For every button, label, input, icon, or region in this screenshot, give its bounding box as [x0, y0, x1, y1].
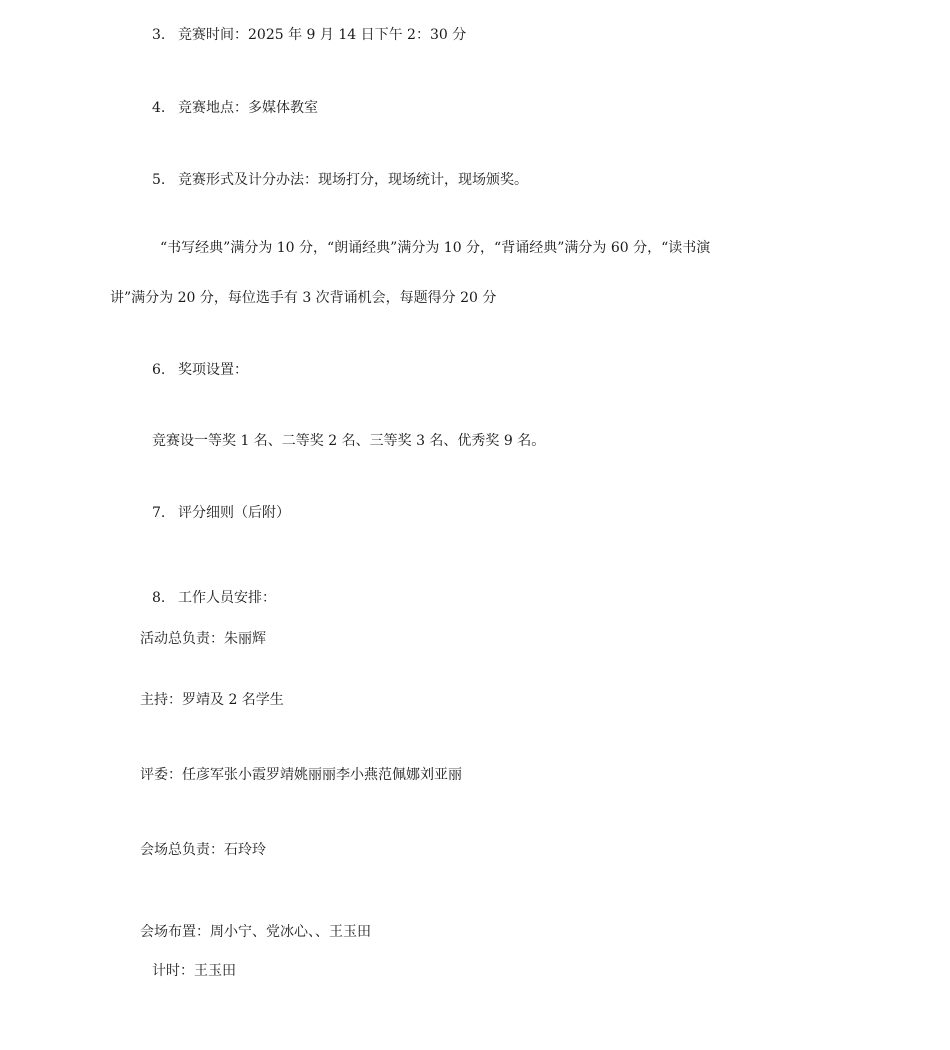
item-number: 5. — [152, 172, 166, 188]
item-text: 奖项设置： — [178, 362, 248, 378]
item-7 — [152, 503, 290, 523]
scoring-paragraph-line-1: “书写经典”满分为 10 分，“朗诵经典”满分为 10 分，“背诵经典”满分为 60 分，“读书演 — [160, 240, 711, 256]
item-text: 工作人员安排： — [178, 590, 276, 606]
item-8 — [152, 588, 276, 608]
item-text: 评分细则（后附） — [178, 505, 290, 521]
staff-venue-lead: 会场总负责：石玲玲 — [140, 842, 266, 858]
item-text: 竞赛时间：2025 年 9 月 14 日下午 2：30 分 — [178, 27, 467, 43]
item-4 — [152, 98, 318, 118]
staff-lead: 活动总负责：朱丽辉 — [140, 631, 266, 647]
item-text: 竞赛地点：多媒体教室 — [178, 100, 318, 116]
item-text: 竞赛形式及计分办法：现场打分，现场统计，现场颁奖。 — [178, 172, 528, 188]
item-3 — [152, 25, 466, 45]
staff-judges: 评委：任彦军张小霞罗靖姚丽丽李小燕范佩娜刘亚丽 — [140, 767, 462, 783]
item-number: 3. — [152, 27, 166, 43]
staff-host: 主持：罗靖及 2 名学生 — [140, 692, 284, 708]
awards-text: 竞赛设一等奖 1 名、二等奖 2 名、三等奖 3 名、优秀奖 9 名。 — [152, 433, 546, 449]
item-number: 4. — [152, 100, 166, 116]
item-6 — [152, 360, 248, 380]
item-number: 7. — [152, 505, 166, 521]
staff-venue-setup: 会场布置：周小宁、党冰心、、王玉田 — [140, 924, 371, 940]
item-number: 6. — [152, 362, 166, 378]
item-number: 8. — [152, 590, 166, 606]
scoring-paragraph-line-2: 讲”满分为 20 分，每位选手有 3 次背诵机会，每题得分 20 分 — [110, 290, 497, 306]
staff-timer: 计时：王玉田 — [152, 963, 236, 979]
item-5 — [152, 170, 528, 190]
